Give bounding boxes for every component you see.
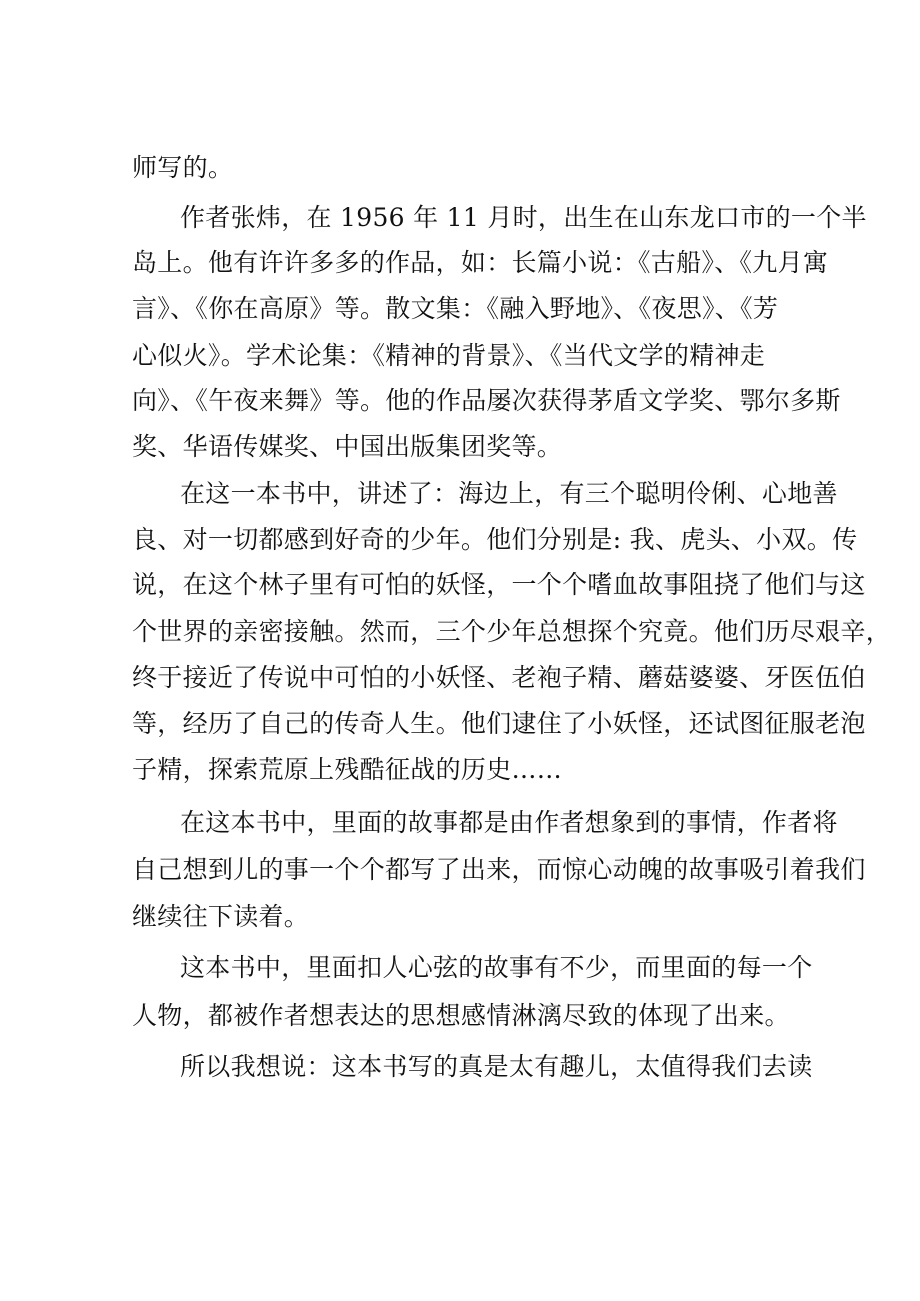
- text-line: 奖、华语传媒奖、中国出版集团奖等。: [132, 432, 563, 461]
- text-line: 个世界的亲密接触。然而，三个少年总想探个究竟。他们历尽艰辛，: [132, 617, 892, 646]
- text-line: 师写的。: [132, 153, 234, 182]
- text-line: 子精，探索荒原上残酷征战的历史……: [132, 755, 563, 784]
- text-line: 自己想到儿的事一个个都写了出来，而惊心动魄的故事吸引着我们: [132, 855, 866, 884]
- text-line: 在这本书中，里面的故事都是由作者想象到的事情，作者将: [180, 808, 838, 837]
- text-line: 等，经历了自己的传奇人生。他们逮住了小妖怪，还试图征服老泡: [132, 709, 866, 738]
- text-line: 终于接近了传说中可怕的小妖怪、老袍子精、蘑菇婆婆、牙医伍伯: [132, 663, 866, 692]
- text-line: 在这一本书中，讲述了：海边上，有三个聪明伶俐、心地善: [180, 479, 838, 508]
- text-line: 心似火》。学术论集：《精神的背景》、《当代文学的精神走: [132, 341, 766, 370]
- text-line: 言》、《你在高原》等。散文集：《融入野地》、《夜思》、《芳: [132, 294, 779, 323]
- text-line: 作者张炜，在 1956 年 11 月时，出生在山东龙口市的一个半: [180, 203, 867, 232]
- text-line: 这本书中，里面扣人心弦的故事有不少，而里面的每一个: [180, 953, 813, 982]
- text-line: 继续往下读着。: [132, 902, 310, 931]
- text-line: 所以我想说：这本书写的真是太有趣儿，太值得我们去读: [180, 1052, 813, 1081]
- text-line: 人物，都被作者想表达的思想感情淋漓尽致的体现了出来。: [132, 1001, 790, 1030]
- text-line: 说，在这个林子里有可怕的妖怪，一个个嗜血故事阻挠了他们与这: [132, 570, 866, 599]
- text-line: 岛上。他有许许多多的作品，如：长篇小说：《古船》、《九月寓: [132, 248, 829, 277]
- text-line: 良、对一切都感到好奇的少年。他们分别是: 我、虎头、小双。传: [132, 525, 858, 554]
- text-line: 向》、《午夜来舞》等。他的作品屡次获得茅盾文学奖、鄂尔多斯: [132, 386, 841, 415]
